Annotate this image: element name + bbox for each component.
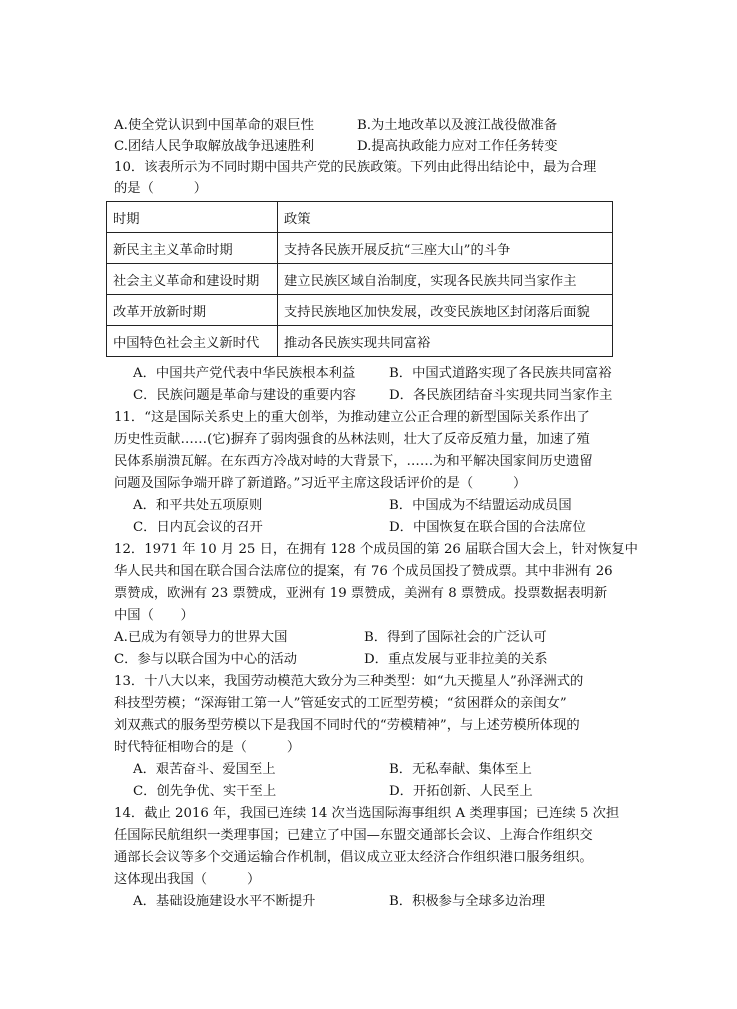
table-cell-policy: 建立民族区域自治制度，实现各民族共同当家作主 [278, 264, 613, 295]
q13-stem-line-3: 刘双燕式的服务型劳模以下是我国不同时代的“劳模精神”，与上述劳模所体现的 [114, 718, 580, 733]
table-cell-period: 新民主主义革命时期 [107, 233, 278, 264]
table-row [107, 233, 613, 264]
q11-option-a: A．和平共处五项原则 [133, 498, 263, 513]
table-row [107, 295, 613, 326]
q10-option-d: D．各民族团结奋斗实现共同当家作主 [389, 388, 613, 403]
q11-stem-line-4: 问题及国际争端开辟了新道路。”习近平主席这段话评价的是（ ） [114, 476, 527, 491]
q13-stem-line-2: 科技型劳模；“深海钳工第一人”管延安式的工匠型劳模；“贫困群众的亲闺女” [114, 696, 567, 711]
table-cell-policy: 支持民族地区加快发展，改变民族地区封闭落后面貌 [278, 295, 613, 326]
q13-option-c: C．创先争优、实干至上 [133, 784, 277, 799]
q14-option-b: B．积极参与全球多边治理 [389, 894, 546, 909]
q12-stem-line-4: 中国（ ） [114, 608, 194, 623]
q11-stem-line-1: 11．“这是国际关系史上的重大创举，为推动建立公正合理的新型国际关系作出了 [114, 410, 590, 425]
q12-stem-line-1: 12．1971 年 10 月 25 日，在拥有 128 个成员国的第 26 届联合国大会上，针对恢复中 [114, 542, 638, 557]
q14-stem-line-4: 这体现出我国（ ） [114, 872, 261, 887]
q11-option-b: B．中国成为不结盟运动成员国 [389, 498, 572, 513]
q10-stem-line-1: 10．该表所示为不同时期中国共产党的民族政策。下列由此得出结论中，最为合理 [114, 160, 597, 175]
q12-option-c: C．参与以联合国为中心的活动 [114, 652, 298, 667]
table-cell-period: 中国特色社会主义新时代 [107, 326, 278, 357]
q13-option-d: D．开拓创新、人民至上 [389, 784, 533, 799]
q10-option-b: B．中国式道路实现了各民族共同富裕 [389, 366, 612, 381]
table-row [107, 326, 613, 357]
q13-option-b: B．无私奉献、集体至上 [389, 762, 532, 777]
q14-stem-line-1: 14．截止 2016 年，我国已连续 14 次当选国际海事组织 A 类理事国；已连续 5 次担 [114, 806, 620, 821]
q9-option-c: C.团结人民争取解放战争迅速胜利 [114, 139, 315, 154]
q14-stem-line-2: 任国际民航组织一类理事国；已建立了中国—东盟交通部长会议、上海合作组织交 [114, 828, 593, 843]
q10-option-c: C．民族问题是革命与建设的重要内容 [133, 388, 356, 403]
q12-stem-line-3: 票赞成，欧洲有 23 票赞成，亚洲有 19 票赞成，美洲有 8 票赞成。投票数据表明新 [114, 586, 608, 601]
q13-option-a: A．艰苦奋斗、爱国至上 [133, 762, 276, 777]
q13-stem-line-4: 时代特征相吻合的是（ ） [114, 740, 301, 755]
q11-stem-line-2: 历史性贡献……(它)摒弃了弱肉强食的丛林法则，壮大了反帝反殖力量，加速了殖 [114, 432, 590, 447]
q11-option-c: C．日内瓦会议的召开 [133, 520, 263, 535]
q10-stem-line-2: 的是（ ） [114, 181, 208, 196]
q12-option-a: A.已成为有领导力的世界大国 [114, 630, 288, 645]
q11-option-d: D．中国恢复在联合国的合法席位 [389, 520, 586, 535]
q9-option-d: D.提高执政能力应对工作任务转变 [357, 139, 558, 154]
q12-stem-line-2: 华人民共和国在联合国合法席位的提案，有 76 个成员国投了赞成票。其中非洲有 26 [114, 564, 613, 579]
policy-table [106, 201, 613, 357]
table-cell-period: 社会主义革命和建设时期 [107, 264, 278, 295]
q12-option-b: B．得到了国际社会的广泛认可 [364, 630, 547, 645]
q11-stem-line-3: 民体系崩溃瓦解。在东西方冷战对峙的大背景下，……为和平解决国家间历史遗留 [114, 454, 593, 469]
q13-stem-line-1: 13．十八大以来，我国劳动模范大致分为三种类型：如“九天揽星人”孙泽洲式的 [114, 674, 584, 689]
table-header-row [107, 202, 613, 233]
q10-option-a: A．中国共产党代表中华民族根本利益 [133, 366, 356, 381]
table-cell-policy: 支持各民族开展反抗“三座大山”的斗争 [278, 233, 613, 264]
q14-stem-line-3: 通部长会议等多个交通运输合作机制，倡议成立亚太经济合作组织港口服务组织。 [114, 850, 593, 865]
table-header-period: 时期 [107, 202, 278, 233]
table-cell-period: 改革开放新时期 [107, 295, 278, 326]
q14-option-a: A．基础设施建设水平不断提升 [133, 894, 316, 909]
table-header-policy: 政策 [278, 202, 613, 233]
q12-option-d: D．重点发展与亚非拉美的关系 [364, 652, 548, 667]
q9-option-a: A.使全党认识到中国革命的艰巨性 [114, 118, 314, 133]
q9-option-b: B.为土地改革以及渡江战役做准备 [357, 118, 558, 133]
table-row [107, 264, 613, 295]
table-cell-policy: 推动各民族实现共同富裕 [278, 326, 613, 357]
